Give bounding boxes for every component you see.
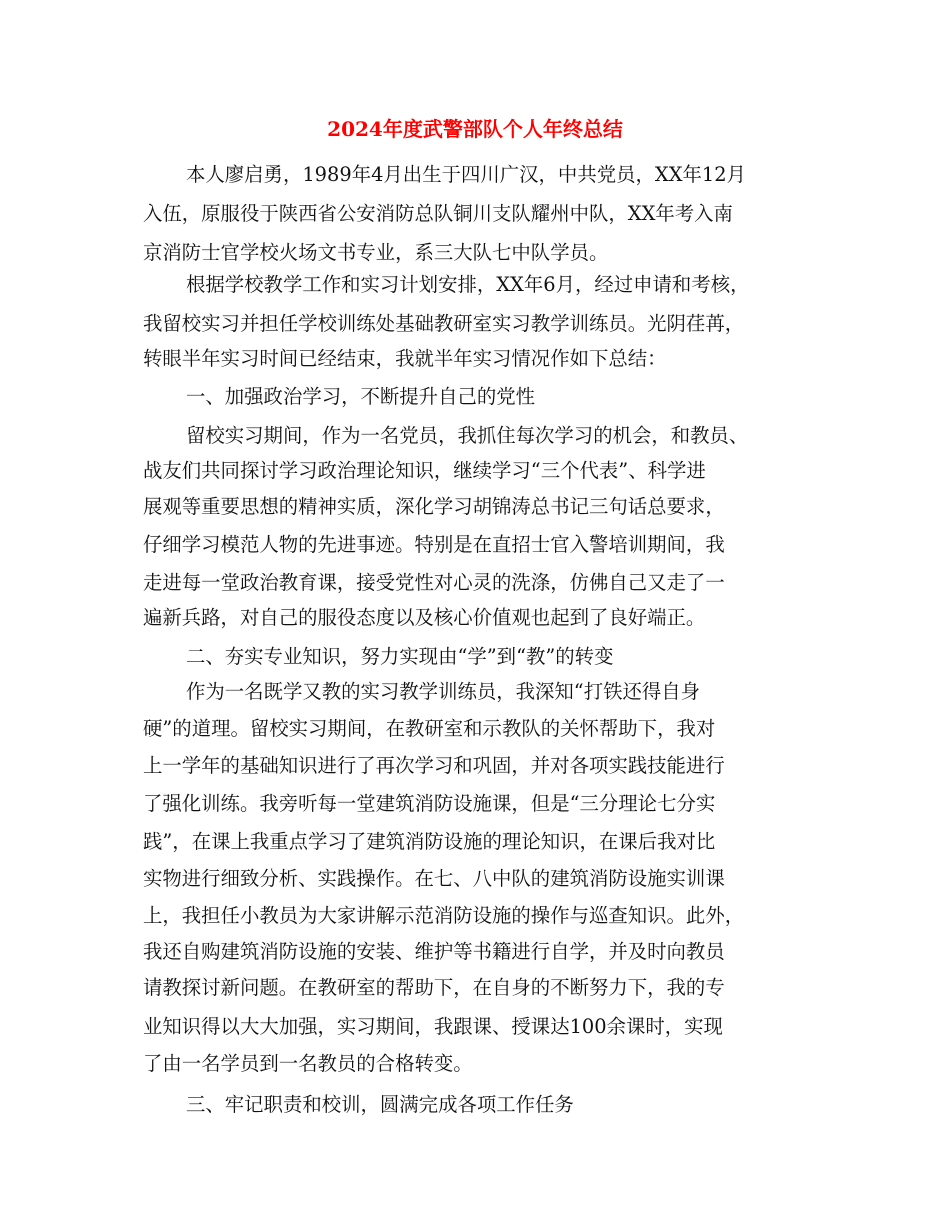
paragraph-line: 入伍，原服役于陕西省公安消防总队铜川支队耀州中队，XX年考入南 bbox=[143, 202, 733, 225]
paragraph-line: 我还自购建筑消防设施的安装、维护等书籍进行自学，并及时向教员 bbox=[143, 940, 725, 963]
section-heading: 一、加强政治学习，不断提升自己的党性 bbox=[186, 385, 536, 408]
document-title: 2024年度武警部队个人年终总结 bbox=[327, 117, 623, 141]
paragraph-line: 我留校实习并担任学校训练处基础教研室实习教学训练员。光阴荏苒， bbox=[143, 312, 745, 335]
section-heading: 二、夯实专业知识，努力实现由“学”到“教”的转变 bbox=[186, 645, 614, 668]
paragraph-line: 上一学年的基础知识进行了再次学习和巩固，并对各项实践技能进行 bbox=[143, 754, 725, 777]
section-heading: 三、牢记职责和校训，圆满完成各项工作任务 bbox=[186, 1093, 574, 1116]
paragraph-line: 作为一名既学又教的实习教学训练员，我深知“打铁还得自身 bbox=[186, 680, 701, 703]
paragraph-line: 本人廖启勇，1989年4月出生于四川广汉，中共党员，XX年12月 bbox=[186, 163, 746, 186]
paragraph-line: 请教探讨新问题。在教研室的帮助下，在自身的不断努力下，我的专 bbox=[143, 976, 725, 999]
paragraph-line: 硬”的道理。留校实习期间，在教研室和示教队的关怀帮助下，我对 bbox=[143, 717, 716, 740]
paragraph-line: 业知识得以大大加强，实习期间，我跟课、授课达100余课时，实现 bbox=[143, 1015, 723, 1038]
paragraph-line: 根据学校教学工作和实习计划安排，XX年6月，经过申请和考核， bbox=[186, 273, 750, 296]
paragraph-line: 践”，在课上我重点学习了建筑消防设施的理论知识，在课后我对比 bbox=[143, 830, 716, 853]
paragraph-line: 了由一名学员到一名教员的合格转变。 bbox=[143, 1052, 473, 1075]
paragraph-line: 战友们共同探讨学习政治理论知识，继续学习“三个代表”、科学进 bbox=[143, 459, 706, 482]
paragraph-line: 仔细学习模范人物的先进事迹。特别是在直招士官入警培训期间，我 bbox=[143, 533, 725, 556]
paragraph-line: 遍新兵路，对自己的服役态度以及核心价值观也起到了良好端正。 bbox=[143, 606, 706, 629]
paragraph-line: 留校实习期间，作为一名党员，我抓住每次学习的机会，和教员、 bbox=[186, 424, 749, 447]
paragraph-line: 了强化训练。我旁听每一堂建筑消防设施课，但是“三分理论七分实 bbox=[143, 792, 716, 815]
paragraph-line: 上，我担任小教员为大家讲解示范消防设施的操作与巡查知识。此外， bbox=[143, 904, 745, 927]
paragraph-line: 京消防士官学校火场文书专业，系三大队七中队学员。 bbox=[143, 241, 609, 264]
paragraph-line: 转眼半年实习时间已经结束，我就半年实习情况作如下总结： bbox=[143, 347, 667, 370]
paragraph-line: 走进每一堂政治教育课，接受党性对心灵的洗涤，仿佛自己又走了一 bbox=[143, 571, 725, 594]
paragraph-line: 实物进行细致分析、实践操作。在七、八中队的建筑消防设施实训课 bbox=[143, 867, 725, 890]
paragraph-line: 展观等重要思想的精神实质，深化学习胡锦涛总书记三句话总要求， bbox=[143, 495, 725, 518]
